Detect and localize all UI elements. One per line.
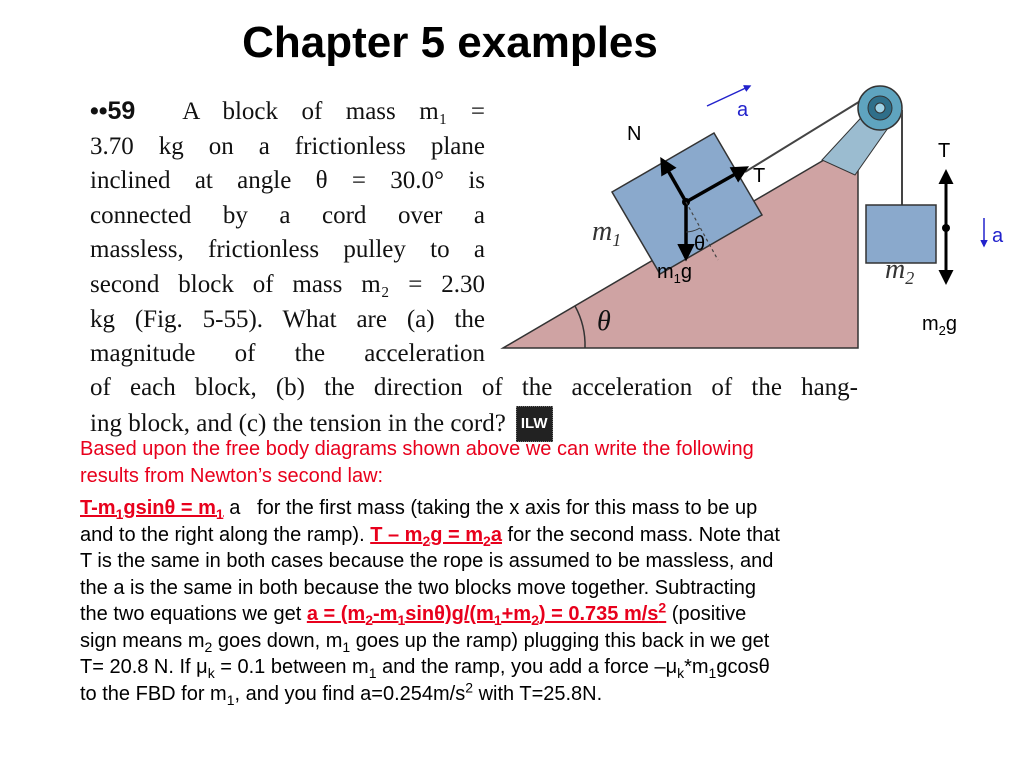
tension-label-m2: T (938, 140, 951, 162)
problem-line-7: kg (Fig. 5-55). What are (a) the (90, 305, 485, 333)
theta-small-label: θ (694, 233, 706, 255)
problem-line-8: magnitude of the acceleration (90, 340, 485, 368)
acceleration-label-hanging: a (992, 225, 1004, 247)
explanation-paragraph: $T-m_1gsin\theta = m_1$ a for the first mass (taking the x axis for this mass to be up and to the right along the ramp). $T - m_2g = m_2a$ for the second mass. Note that T is the same in both cases because the rope is assumed to be massless, and the a is the same in both because the two blocks move together. Subtracting the two equations we get $a = (m_2-m_1\sin\theta)g/(m_1+m_2) = 0.735$ $m/s^2$ (positive sign means $m_2$ goes down, $m_1$ goes up the ramp) plugging this back in we get T= 20.8 N. If $\mu_k = 0.1$ between $m_1$ and the ramp, you add a force $-\mu_k*m_1gcos\theta$ to the FBD for $m_1$, and you find $a=0.254m/s^2$ with T=25.8N. (80, 497, 780, 708)
equation-mass-1: $T-m_1gsin\theta = m_1$ (80, 497, 224, 522)
m1-label: $m_1$ (592, 216, 622, 250)
problem-line-5: massless, frictionless pulley to a (90, 236, 485, 264)
slide-title: Chapter 5 examples (242, 18, 658, 67)
acceleration-label-ramp: a (737, 99, 749, 121)
problem-line-10: ing block, and (c) the tension in the cord? (90, 409, 506, 437)
problem-number: ••59 (90, 97, 136, 125)
pulley-hub (875, 103, 885, 113)
intro-line-2: results from Newton’s second law: (80, 464, 384, 487)
theta-ramp-label: θ (597, 306, 611, 337)
weight-label-m2: $m_2g$ (922, 313, 958, 338)
problem-line-2: 3.70 kg on a frictionless plane (90, 132, 485, 160)
intro-line-1: Based upon the free body diagrams shown above we can write the following (80, 438, 754, 460)
ilw-badge: ILW (516, 406, 553, 443)
explanation-text (80, 436, 980, 707)
weight-label-m1: $m_1g$ (657, 261, 693, 286)
tension-label-m1: T (753, 165, 766, 187)
equation-mass-2: $T - m_2g = m_2a$ (370, 523, 502, 549)
problem-line-6: second block of mass m₂ = 2.30 (90, 270, 485, 298)
normal-force-label: N (627, 123, 642, 145)
problem-line-9: of each block, (b) the direction of the acceleration of the hang- (90, 374, 858, 401)
problem-line-3: inclined at angle θ = 30.0° is (90, 167, 485, 195)
problem-line-4: connected by a cord over a (90, 201, 485, 229)
problem-line-1: ••59 A block of mass m₁ = (90, 97, 485, 125)
m2-label: $m_2$ (885, 254, 915, 288)
equation-acceleration: $a = (m_2-m_1\sin\theta)g/(m_1+m_2) = 0.735$ $m/s^2$ (306, 599, 667, 628)
